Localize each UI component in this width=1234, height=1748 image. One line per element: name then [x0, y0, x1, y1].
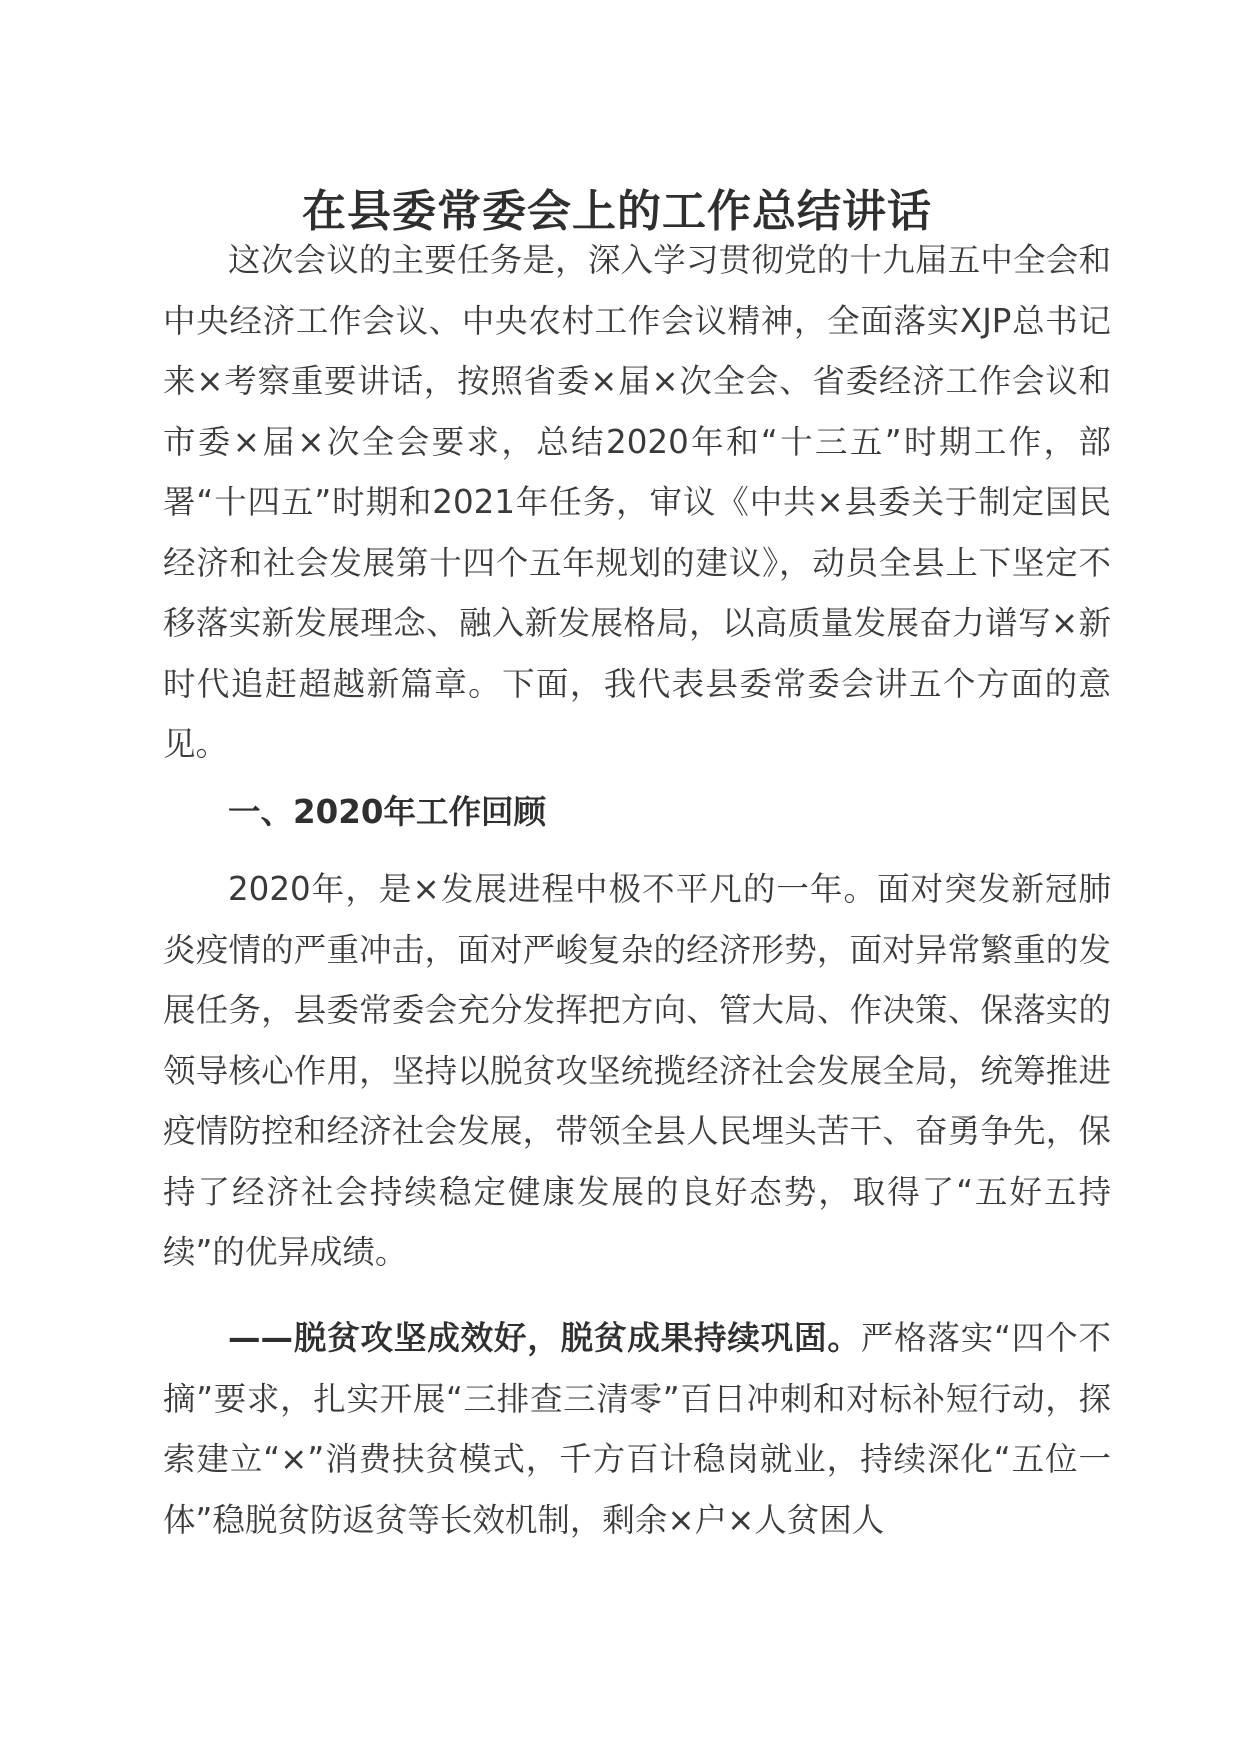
poverty-paragraph — [163, 1308, 1111, 1550]
section-heading: 一、2020年工作回顾 — [228, 793, 546, 831]
review-paragraph: 2020年，是×发展进程中极不平凡的一年。面对突发新冠肺炎疫情的严重冲击，面对严峻复杂的经济形势，面对异常繁重的发展任务，县委常委会充分发挥把方向、管大局、作决策、保落实的领导核心作用，坚持以脱贫攻坚统揽经济社会发展全局，统筹推进疫情防控和经济社会发展，带领全县人民埋头苦干、奋勇争先，保持了经济社会持续稳定健康发展的良好态势，取得了“五好五持续”的优异成绩。 — [163, 870, 1111, 1271]
paragraph-lead: ——脱贫攻坚成效好，脱贫成果持续巩固。 — [228, 1319, 861, 1357]
intro-paragraph: 这次会议的主要任务是，深入学习贯彻党的十九届五中全会和中央经济工作会议、中央农村工作会议精神，全面落实XJP总书记来×考察重要讲话，按照省委×届×次全会、省委经济工作会议和市委×届×次全会要求，总结2020年和“十三五”时期工作，部署“十四五”时期和2021年任务，审议《中共×县委关于制定国民经济和社会发展第十四个五年规划的建议》，动员全县上下坚定不移落实新发展理念、融入新发展格局，以高质量发展奋力谱写×新时代追赶超越新篇章。下面，我代表县委常委会讲五个方面的意见。 — [163, 241, 1111, 763]
paragraph-body: 严格落实“四个不摘”要求，扎实开展“三排查三清零”百日冲刺和对标补短行动，探索建立“×”消费扶贫模式，千方百计稳岗就业，持续深化“五位一体”稳脱贫防返贫等长效机制，剩余×户×人贫困人 — [163, 1319, 1111, 1539]
document-title: 在县委常委会上的工作总结讲话 — [302, 186, 932, 238]
